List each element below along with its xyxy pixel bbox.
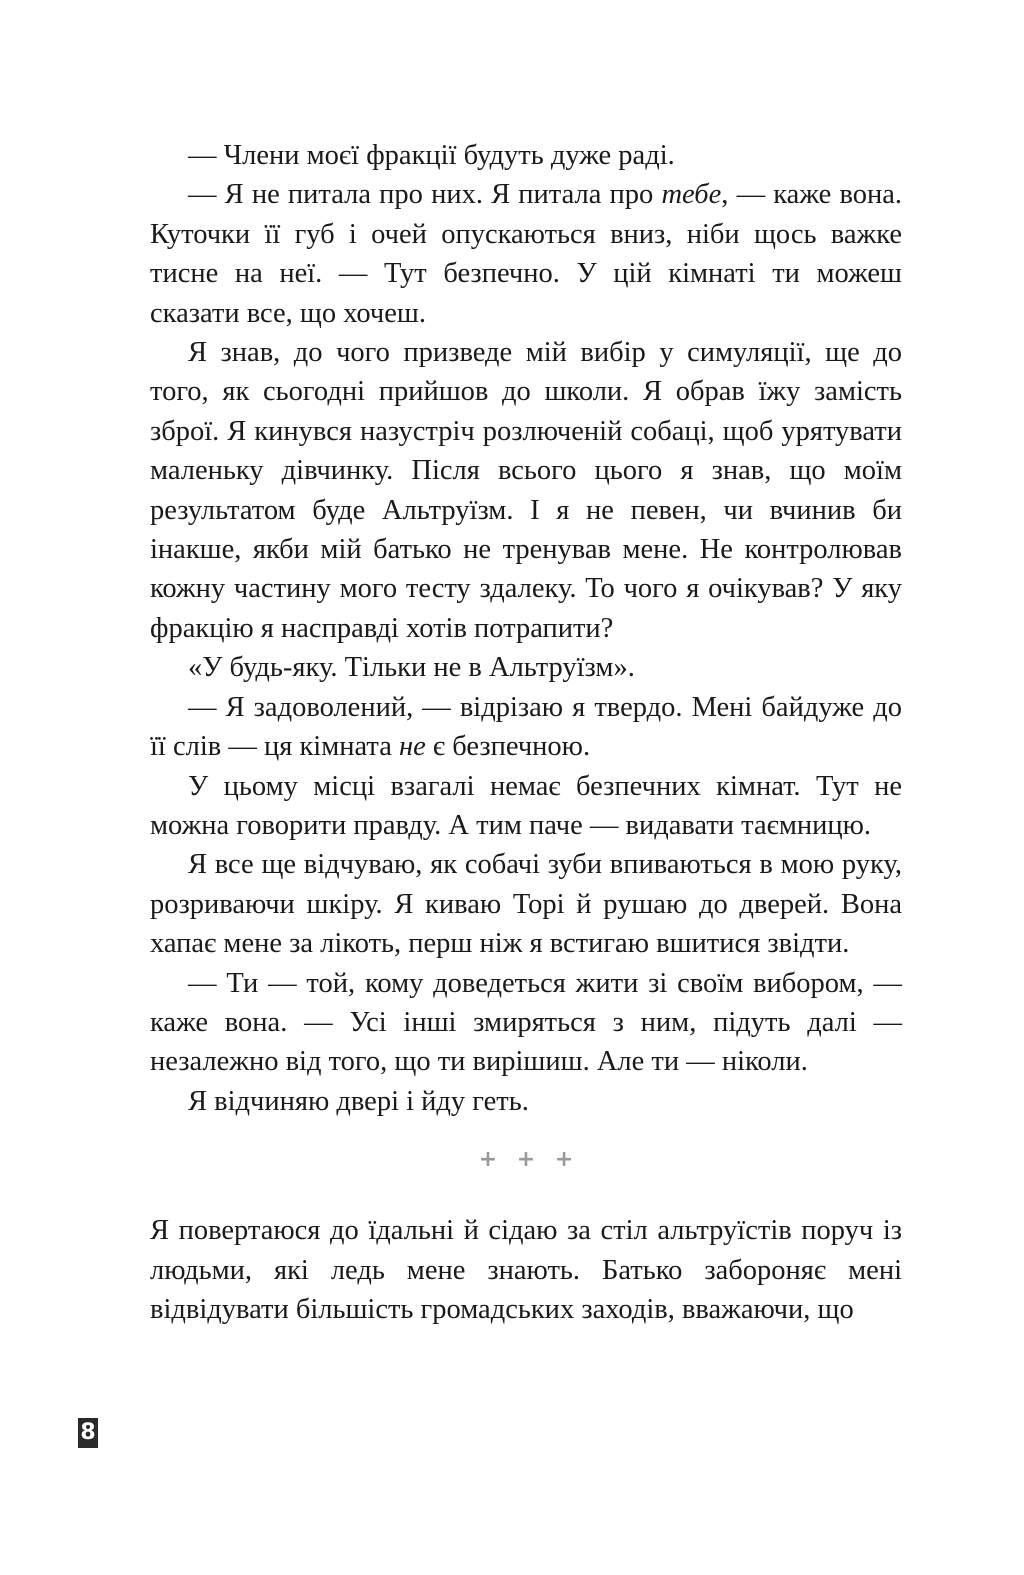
- paragraph: Я знав, до чого призведе мій вибір у симуляції, ще до того, як сьогодні прийшов до школи. Я обрав їжу замість зброї. Я кинувся назустріч розлюченій собаці, щоб урятувати маленьку дівчинку. Після всього цього я знав, що моїм результатом буде Альтруїзм. І я не певен, чи вчинив би інакше, якби мій батько не тренував мене. Не контролював кожну частину мого тесту здалеку. То чого я очікував? У яку фракцію я насправді хотів потрапити?: [150, 337, 902, 644]
- paragraph: Я відчиняю двері і йду геть.: [188, 1085, 529, 1117]
- emphasis-text: тебе: [661, 179, 722, 211]
- paragraph: Я все ще відчуваю, як собачі зуби впиваються в мою руку, розриваючи шкіру. Я киваю Торі й рушаю до дверей. Вона хапає мене за лікоть, перш ніж я встигаю вшитися звідти.: [150, 849, 902, 960]
- paragraph-text: є безпечною.: [425, 731, 591, 763]
- section-divider: + + +: [478, 1147, 580, 1173]
- paragraph-text: — Я не питала про них. Я питала про: [188, 179, 662, 211]
- paragraph: — Ти — той, кому доведеться жити зі своїм вибором, — каже вона. — Усі інші змиряться з ним, підуть далі — незалежно від того, що ти вирішиш. Але ти — ніколи.: [150, 967, 902, 1078]
- emphasis-text: не: [399, 731, 426, 763]
- paragraph: «У будь-яку. Тільки не в Альтруїзм».: [188, 652, 635, 684]
- section-opening-paragraph: Я повертаюся до їдальні й сідаю за стіл альтруїстів поруч із людьми, які ледь мене знають. Батько забороняє мені відвідувати більшість громадських заходів, вважаючи, що: [150, 1215, 902, 1325]
- paragraph: У цьому місці взагалі немає безпечних кімнат. Тут не можна говорити правду. А тим паче — видавати таємницю.: [150, 770, 902, 841]
- paragraph: [150, 175, 902, 333]
- page-body: [150, 136, 902, 1329]
- paragraph: — Члени моєї фракції будуть дуже раді.: [188, 140, 675, 171]
- page-number: 8: [78, 1418, 98, 1448]
- paragraph: [150, 688, 902, 767]
- paragraph-text: , — каже вона. Куточки її губ і очей опускаються вниз, ніби щось важке тисне на неї. — Тут безпечно. У цій кімнаті ти можеш сказати все, що хочеш.: [150, 179, 902, 329]
- paragraph-text: — Я задоволений, — відрізаю я твердо. Мені байдуже до її слів — ця кімната: [150, 691, 902, 763]
